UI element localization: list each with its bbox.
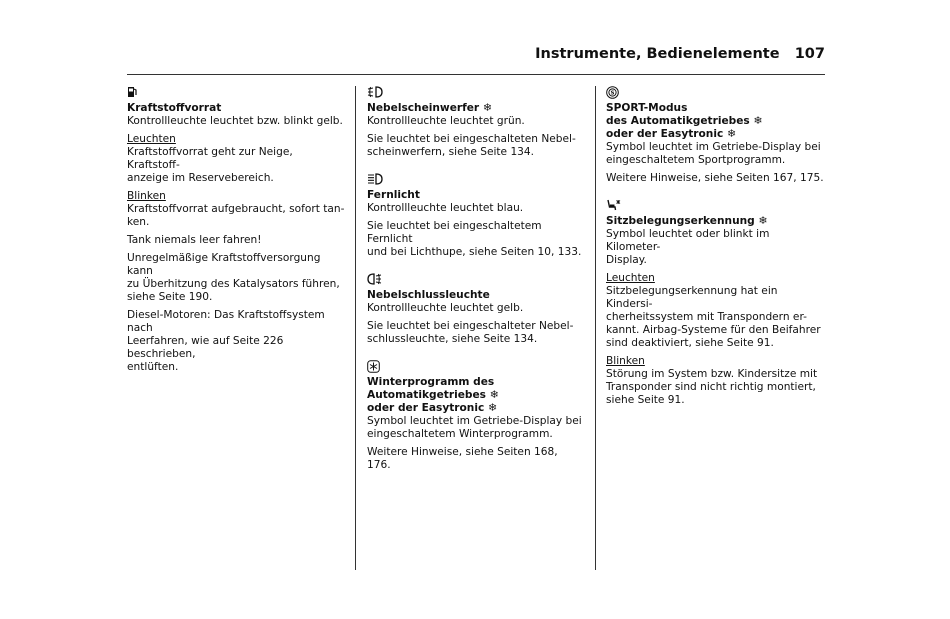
spacer — [367, 164, 582, 173]
column-divider — [595, 86, 596, 570]
seat-leuchten-text — [606, 285, 826, 350]
text-line: Symbol leuchtet im Getriebe-Display bei — [367, 415, 582, 427]
text-line: Sitzbelegungserkennung hat ein Kindersi- — [606, 285, 778, 310]
text-line: und bei Lichthupe, siehe Seiten 10, 133. — [367, 246, 582, 258]
seat-occupancy-icon — [606, 199, 826, 213]
winter-more: Weitere Hinweise, siehe Seiten 168, 176. — [367, 446, 558, 471]
fuel-leuchten-label: Leuchten — [127, 133, 176, 145]
fuel-irregular-text — [127, 252, 347, 304]
seat-intro — [606, 228, 826, 267]
rear-fog-light-icon — [367, 273, 582, 287]
heading-line: oder der Easytronic ❄ — [367, 402, 497, 414]
text-line: kannt. Airbag-Systeme für den Beifahrer — [606, 324, 821, 336]
fuel-warning: Tank niemals leer fahren! — [127, 234, 262, 246]
heading-line: des Automatikgetriebes ❄ — [606, 115, 763, 127]
high-beam-intro: Kontrollleuchte leuchtet blau. — [367, 202, 524, 214]
page-title — [535, 46, 825, 62]
text-line: entlüften. — [127, 361, 179, 373]
text-line: Kraftstoffvorrat geht zur Neige, Kraftstoff- — [127, 146, 293, 171]
text-line: zu Überhitzung des Katalysators führen, — [127, 278, 340, 290]
fuel-intro: Kontrollleuchte leuchtet bzw. blinkt gelb. — [127, 115, 343, 127]
column-right — [606, 86, 826, 412]
fog-text — [367, 133, 582, 159]
fog-intro: Kontrollleuchte leuchtet grün. — [367, 115, 525, 127]
text-line: eingeschaltetem Sportprogramm. — [606, 154, 786, 166]
svg-text:S: S — [610, 90, 615, 97]
page-header — [127, 44, 825, 75]
seat-leuchten-label: Leuchten — [606, 272, 655, 284]
spacer — [606, 190, 826, 199]
text-line: anzeige im Reservebereich. — [127, 172, 274, 184]
spacer — [367, 264, 582, 273]
rear-fog-heading: Nebelschlussleuchte — [367, 289, 490, 301]
seat-blinken-text — [606, 368, 826, 407]
page-number: 107 — [794, 46, 825, 62]
column-left — [127, 86, 347, 379]
text-line: Kraftstoffvorrat aufgebraucht, sofort tan- — [127, 203, 345, 215]
sport-mode-icon — [606, 86, 826, 100]
fuel-blinken-label: Blinken — [127, 190, 166, 202]
text-line: Sie leuchtet bei eingeschalteter Nebel- — [367, 320, 574, 332]
rear-fog-text — [367, 320, 582, 346]
seat-heading: Sitzbelegungserkennung ❄ — [606, 215, 768, 227]
high-beam-heading: Fernlicht — [367, 189, 420, 201]
text-line: scheinwerfern, siehe Seite 134. — [367, 146, 535, 158]
column-divider — [355, 86, 356, 570]
text-line: Diesel-Motoren: Das Kraftstoffsystem nach — [127, 309, 325, 334]
sport-text — [606, 141, 826, 167]
text-line: sind deaktiviert, siehe Seite 91. — [606, 337, 774, 349]
high-beam-text — [367, 220, 582, 259]
seat-blinken-label: Blinken — [606, 355, 645, 367]
high-beam-icon — [367, 173, 582, 187]
text-line: Display. — [606, 254, 647, 266]
fuel-heading: Kraftstoffvorrat — [127, 102, 222, 114]
sport-heading — [606, 102, 826, 141]
fuel-pump-icon — [127, 86, 347, 100]
text-line: eingeschaltetem Winterprogramm. — [367, 428, 553, 440]
text-line: Unregelmäßige Kraftstoffversorgung kann — [127, 252, 321, 277]
fuel-leuchten-text — [127, 146, 347, 185]
heading-line: SPORT-Modus — [606, 102, 688, 114]
rear-fog-intro: Kontrollleuchte leuchtet gelb. — [367, 302, 524, 314]
winter-heading — [367, 376, 582, 415]
text-line: Symbol leuchtet oder blinkt im Kilometer- — [606, 228, 770, 253]
column-middle — [367, 86, 582, 477]
snowflake-icon — [367, 360, 582, 374]
text-line: Sie leuchtet bei eingeschaltetem Fernlicht — [367, 220, 542, 245]
text-line: Sie leuchtet bei eingeschalteten Nebel- — [367, 133, 576, 145]
section-title: Instrumente, Bedienelemente — [535, 46, 780, 62]
text-line: Störung im System bzw. Kindersitze mit — [606, 368, 818, 380]
text-line: siehe Seite 91. — [606, 394, 685, 406]
winter-text — [367, 415, 582, 441]
heading-line: oder der Easytronic ❄ — [606, 128, 736, 140]
heading-line: Automatikgetriebes ❄ — [367, 389, 499, 401]
text-line: Transponder sind nicht richtig montiert, — [606, 381, 816, 393]
text-line: schlussleuchte, siehe Seite 134. — [367, 333, 538, 345]
fog-heading: Nebelscheinwerfer ❄ — [367, 102, 492, 114]
text-line: Leerfahren, wie auf Seite 226 beschrieben, — [127, 335, 284, 360]
heading-line: Winterprogramm des — [367, 376, 495, 388]
spacer — [367, 351, 582, 360]
front-fog-light-icon — [367, 86, 582, 100]
text-line: siehe Seite 190. — [127, 291, 213, 303]
sport-more: Weitere Hinweise, siehe Seiten 167, 175. — [606, 172, 824, 184]
fuel-diesel-text — [127, 309, 347, 374]
fuel-blinken-text — [127, 203, 347, 229]
text-line: cherheitssystem mit Transpondern er- — [606, 311, 807, 323]
text-line: Symbol leuchtet im Getriebe-Display bei — [606, 141, 821, 153]
text-line: ken. — [127, 216, 150, 228]
